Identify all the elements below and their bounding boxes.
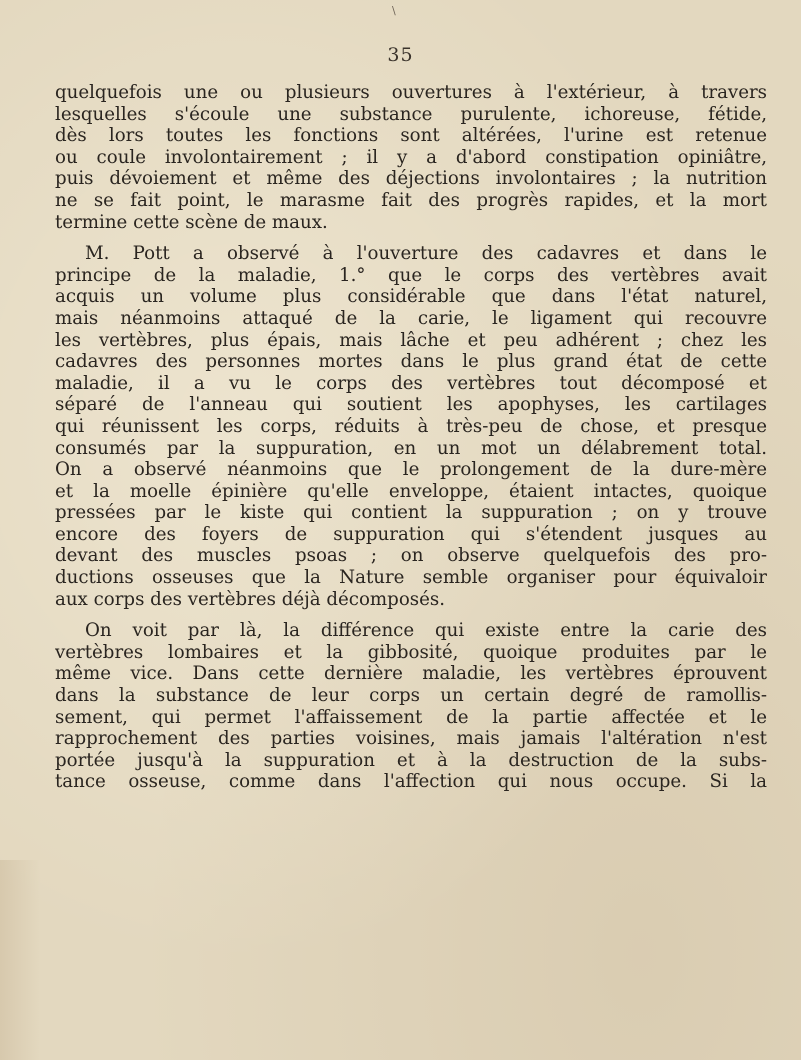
text-line: maladie, il a vu le corps des vertèbres tout décomposé et — [55, 372, 767, 394]
text-line: aux corps des vertèbres déjà décomposés. — [55, 588, 445, 610]
text-line: dès lors toutes les fonctions sont altérées, l'urine est retenue — [55, 125, 767, 147]
text-line: consumés par la suppuration, en un mot un délabrement total. — [55, 437, 767, 459]
top-mark: \ — [392, 4, 396, 17]
text-line: cadavres des personnes mortes dans le plus grand état de cette — [55, 351, 767, 373]
page-stain — [0, 860, 40, 1060]
text-line: tance osseuse, comme dans l'affection qui nous occupe. Si la — [55, 771, 767, 793]
text-line: On voit par là, la différence qui existe entre la carie des — [85, 620, 767, 642]
text-line: ne se fait point, le marasme fait des progrès rapides, et la mort — [55, 189, 767, 211]
page-number: 35 — [387, 44, 414, 66]
text-line: même vice. Dans cette dernière maladie, les vertèbres éprouvent — [55, 663, 767, 685]
text-line: pressées par le kiste qui contient la suppuration ; on y trouve — [55, 502, 767, 524]
text-line: acquis un volume plus considérable que dans l'état naturel, — [55, 286, 767, 308]
text-line: ou coule involontairement ; il y a d'abord constipation opiniâtre, — [55, 146, 767, 168]
paragraph-gap — [55, 233, 767, 243]
text-line: devant des muscles psoas ; on observe quelquefois des pro- — [55, 545, 767, 567]
text-line: vertèbres lombaires et la gibbosité, quoique produites par le — [55, 641, 767, 663]
text-line: sement, qui permet l'affaissement de la partie affectée et le — [55, 706, 767, 728]
text-line: principe de la maladie, 1.° que le corps des vertèbres avait — [55, 264, 767, 286]
text-line: quelquefois une ou plusieurs ouvertures à l'extérieur, à travers — [55, 82, 767, 103]
text-line: rapprochement des parties voisines, mais jamais l'altération n'est — [55, 728, 767, 750]
text-line: M. Pott a observé à l'ouverture des cadavres et dans le — [85, 243, 767, 265]
text-line: portée jusqu'à la suppuration et à la destruction de la subs- — [55, 749, 767, 771]
text-line: termine cette scène de maux. — [55, 211, 328, 233]
text-line: mais néanmoins attaqué de la carie, le ligament qui recouvre — [55, 307, 767, 329]
text-line: encore des foyers de suppuration qui s'étendent jusques au — [55, 523, 767, 545]
text-line: ductions osseuses que la Nature semble organiser pour équivaloir — [55, 567, 767, 589]
text-line: qui réunissent les corps, réduits à très-peu de chose, et presque — [55, 415, 767, 437]
text-line: On a observé néanmoins que le prolongement de la dure-mère — [55, 459, 767, 481]
text-line: séparé de l'anneau qui soutient les apophyses, les cartilages — [55, 394, 767, 416]
text-line: puis dévoiement et même des déjections involontaires ; la nutrition — [55, 168, 767, 190]
text-line: les vertèbres, plus épais, mais lâche et peu adhérent ; chez les — [55, 329, 767, 351]
text-line: dans la substance de leur corps un certain degré de ramollis- — [55, 685, 767, 707]
body-text — [55, 82, 767, 793]
paragraph-gap — [55, 610, 767, 620]
text-line: lesquelles s'écoule une substance purulente, ichoreuse, fétide, — [55, 103, 767, 125]
text-line: et la moelle épinière qu'elle enveloppe, étaient intactes, quoique — [55, 480, 767, 502]
